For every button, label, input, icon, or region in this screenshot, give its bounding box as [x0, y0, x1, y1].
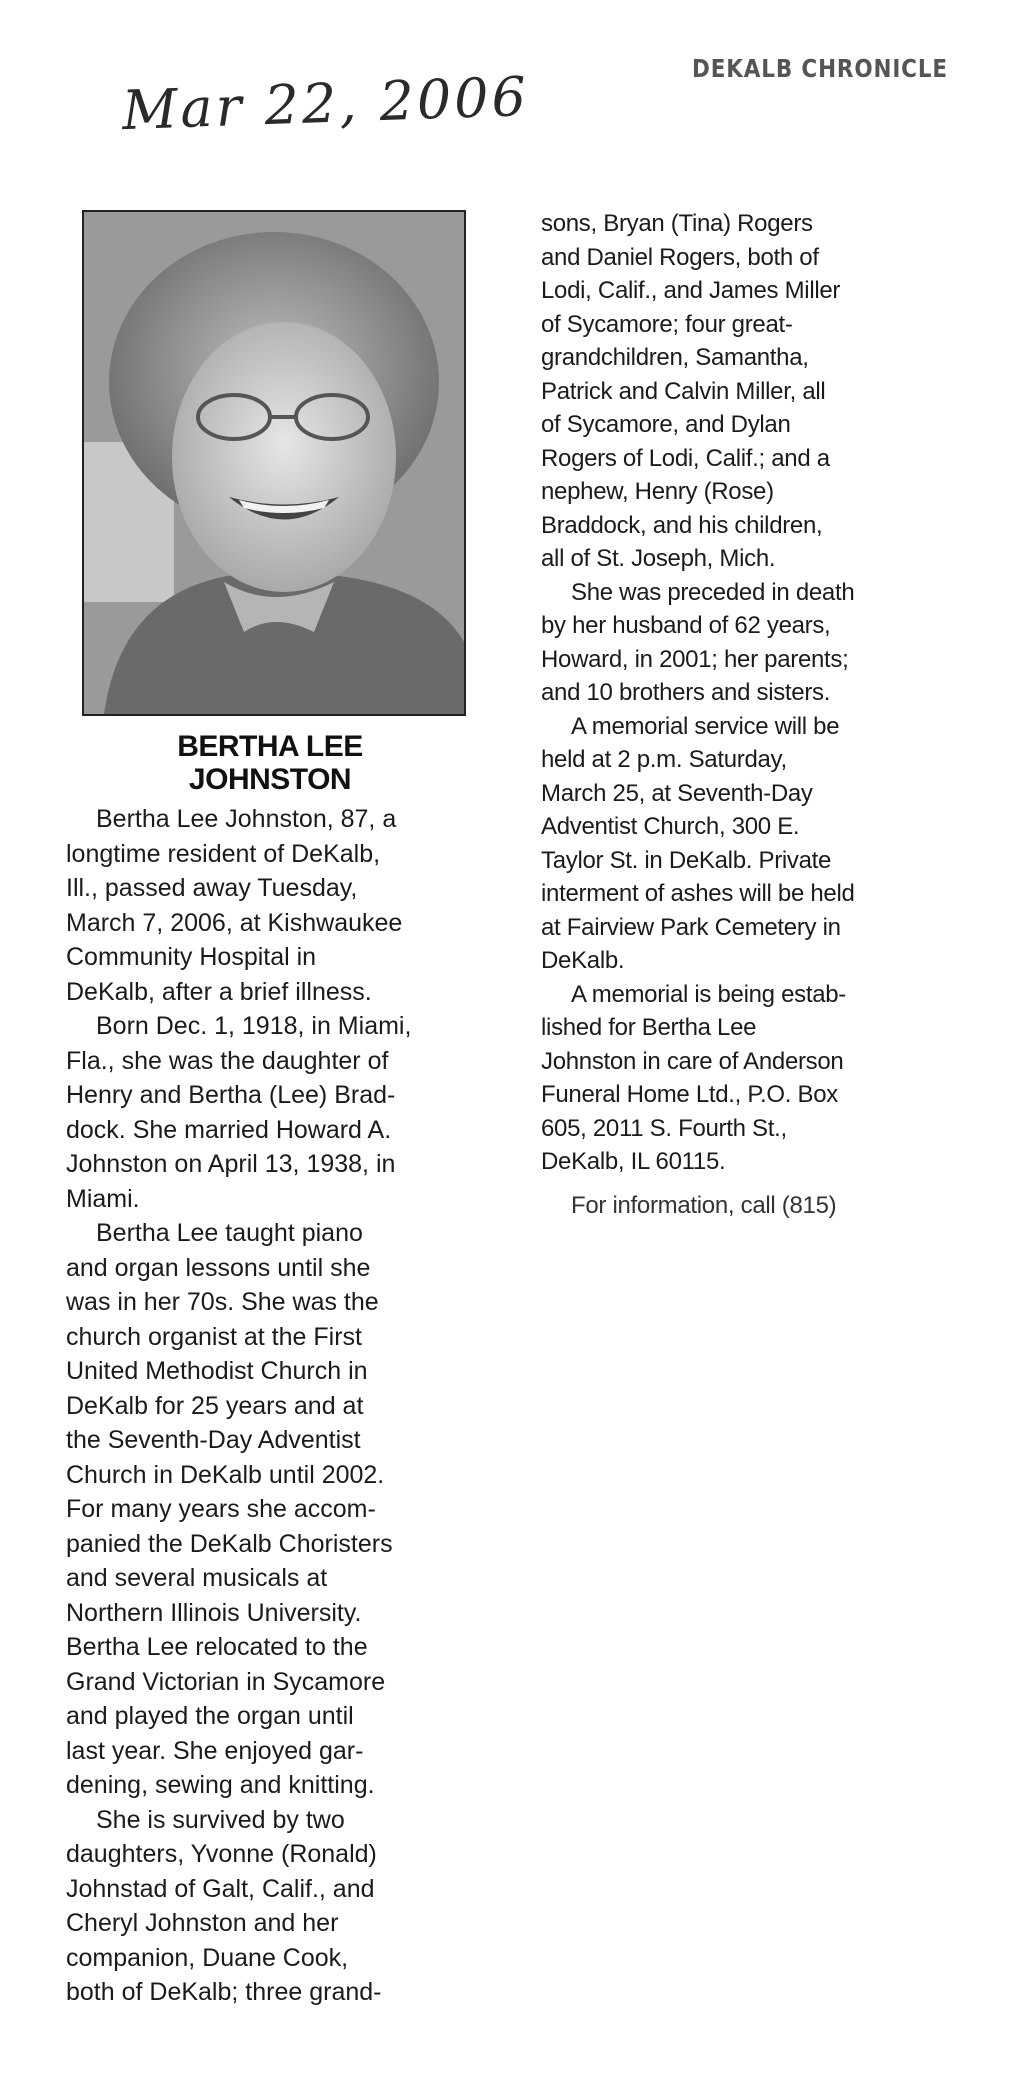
text-line: Henry and Bertha (Lee) Brad-: [66, 1081, 396, 1109]
paragraph: [66, 1216, 411, 1803]
text-line: Taylor St. in DeKalb. Private: [541, 846, 832, 874]
text-line: Bertha Lee taught piano: [96, 1219, 363, 1247]
text-line: Bertha Lee Johnston, 87, a: [96, 805, 397, 833]
heading-line-1: BERTHA LEE: [177, 730, 363, 763]
text-line: and played the organ until: [66, 1702, 354, 1730]
text-line: DeKalb, after a brief illness.: [66, 977, 372, 1006]
text-line: of Sycamore; four great-: [541, 310, 793, 338]
text-line: companion, Duane Cook,: [66, 1943, 349, 1972]
text-line: Community Hospital in: [66, 943, 317, 971]
text-line: Johnstad of Galt, Calif., and: [66, 1874, 375, 1903]
text-line: grandchildren, Samantha,: [541, 344, 809, 371]
text-line: both of DeKalb; three grand-: [66, 1978, 382, 2006]
text-line: Grand Victorian in Sycamore: [66, 1667, 386, 1696]
text-line: last year. She enjoyed gar-: [66, 1736, 364, 1765]
text-line: Miami.: [66, 1184, 140, 1213]
text-line: and Daniel Rogers, both of: [541, 243, 819, 271]
text-line: DeKalb for 25 years and at: [66, 1391, 364, 1420]
text-line: She was preceded in death: [571, 578, 855, 606]
text-line: Cheryl Johnston and her: [66, 1909, 339, 1937]
text-line: A memorial service will be: [571, 712, 840, 740]
text-line: daughters, Yvonne (Ronald): [66, 1840, 377, 1868]
text-line: Adventist Church, 300 E.: [541, 813, 800, 840]
text-line: dock. She married Howard A.: [66, 1115, 392, 1144]
text-line: of Sycamore, and Dylan: [541, 411, 791, 438]
cut-off-text-line: For information, call (815): [571, 1191, 837, 1219]
text-line: interment of ashes will be held: [541, 880, 855, 907]
text-line: lished for Bertha Lee: [541, 1014, 757, 1041]
text-line: panied the DeKalb Choristers: [66, 1529, 393, 1558]
text-line: and 10 brothers and sisters.: [541, 679, 831, 706]
text-line: Lodi, Calif., and James Miller: [541, 277, 841, 304]
text-line: at Fairview Park Cemetery in: [541, 913, 841, 941]
portrait-photo: [82, 210, 466, 716]
newspaper-masthead: DEKALB CHRONICLE: [692, 54, 948, 83]
text-line: Northern Illinois University.: [66, 1598, 362, 1627]
paragraph: [541, 978, 855, 1179]
text-line: She is survived by two: [96, 1805, 345, 1834]
obituary-heading: [80, 730, 460, 796]
text-line: Funeral Home Ltd., P.O. Box: [541, 1081, 838, 1108]
text-line: dening, sewing and knitting.: [66, 1771, 375, 1799]
paragraph: [66, 802, 411, 1009]
text-line: DeKalb.: [541, 947, 625, 974]
text-line: Rogers of Lodi, Calif.; and a: [541, 444, 830, 472]
text-line: and several musicals at: [66, 1564, 328, 1592]
paragraph: [541, 576, 855, 710]
text-line: was in her 70s. She was the: [66, 1288, 379, 1316]
heading-line-2: JOHNSTON: [188, 763, 352, 796]
left-text-column: [66, 802, 411, 2010]
text-line: held at 2 p.m. Saturday,: [541, 746, 787, 773]
text-line: and organ lessons until she: [66, 1253, 371, 1282]
text-line: Patrick and Calvin Miller, all: [541, 377, 826, 405]
paragraph: [541, 207, 855, 576]
right-text-column: [541, 207, 855, 1219]
paragraph: [541, 710, 855, 978]
text-line: nephew, Henry (Rose): [541, 478, 774, 505]
text-line: United Methodist Church in: [66, 1357, 368, 1385]
text-line: Church in DeKalb until 2002.: [66, 1460, 385, 1489]
text-line: Johnston on April 13, 1938, in: [66, 1150, 396, 1178]
text-line: For many years she accom-: [66, 1495, 376, 1523]
text-line: longtime resident of DeKalb,: [66, 839, 381, 868]
text-line: March 25, at Seventh-Day: [541, 779, 813, 807]
text-line: 605, 2011 S. Fourth St.,: [541, 1114, 787, 1142]
text-line: sons, Bryan (Tina) Rogers: [541, 210, 813, 237]
text-line: church organist at the First: [66, 1322, 362, 1351]
text-line: the Seventh-Day Adventist: [66, 1426, 361, 1454]
text-line: Johnston in care of Anderson: [541, 1047, 844, 1075]
text-line: A memorial is being estab-: [571, 980, 846, 1008]
text-line: Braddock, and his children,: [541, 511, 823, 539]
text-line: Bertha Lee relocated to the: [66, 1633, 368, 1661]
text-line: DeKalb, IL 60115.: [541, 1148, 726, 1175]
text-line: March 7, 2006, at Kishwaukee: [66, 908, 403, 937]
text-line: all of St. Joseph, Mich.: [541, 545, 776, 572]
paragraph: [66, 1009, 411, 1216]
paragraph: [66, 1803, 411, 2010]
handwritten-date: Mar 22, 2006: [121, 64, 530, 143]
text-line: Ill., passed away Tuesday,: [66, 874, 358, 902]
text-line: Fla., she was the daughter of: [66, 1046, 389, 1075]
text-line: Howard, in 2001; her parents;: [541, 645, 849, 673]
text-line: by her husband of 62 years,: [541, 612, 831, 639]
text-line: Born Dec. 1, 1918, in Miami,: [96, 1012, 412, 1040]
